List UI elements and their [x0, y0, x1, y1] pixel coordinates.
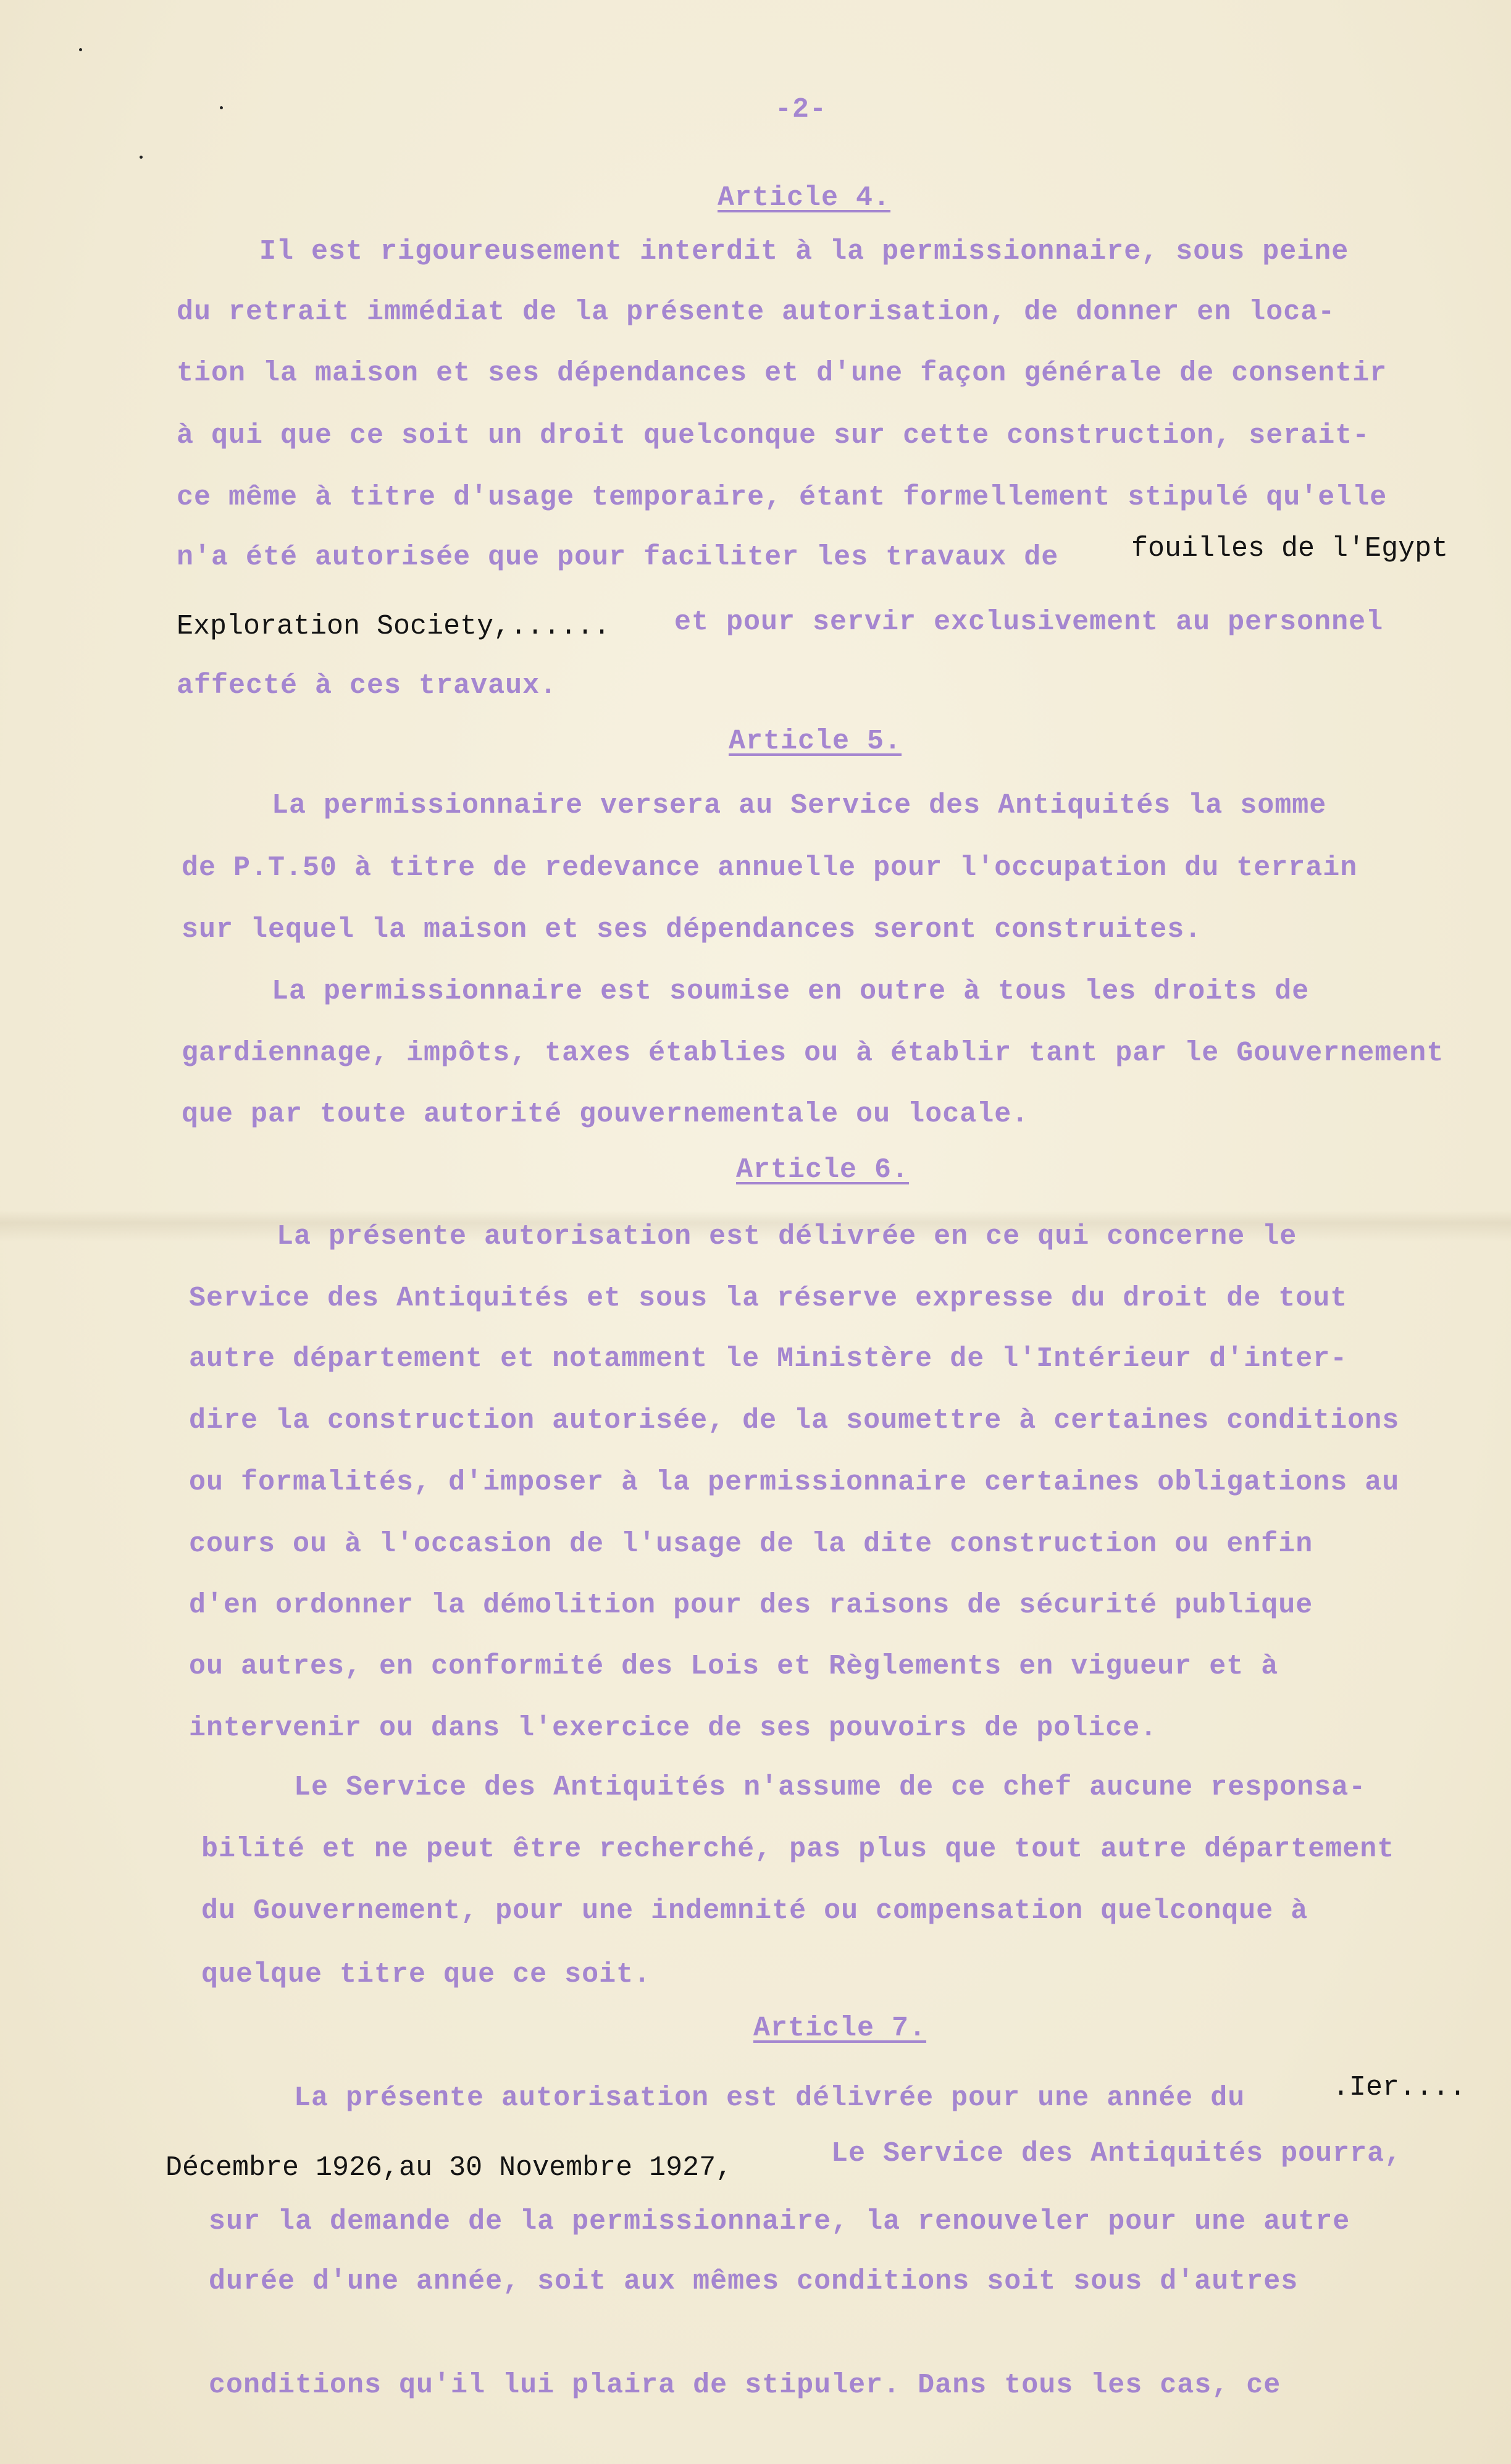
article-7-line: sur la demande de la permissionnaire, la renouveler pour une autre — [209, 2206, 1350, 2237]
article-5-line: sur lequel la maison et ses dépendances seront construites. — [182, 914, 1202, 945]
ink-speck — [79, 48, 82, 51]
article-4-line: n'a été autorisée que pour faciliter les travaux de — [177, 542, 1059, 573]
article-6-line: intervenir ou dans l'exercice de ses pouvoirs de police. — [189, 1712, 1158, 1744]
article-5-line: que par toute autorité gouvernementale ou locale. — [182, 1099, 1029, 1130]
article-7-line: conditions qu'il lui plaira de stipuler. Dans tous les cas, ce — [209, 2370, 1281, 2401]
article-5-line: La permissionnaire versera au Service des Antiquités la somme — [272, 790, 1327, 821]
article-5-line: gardiennage, impôts, taxes établies ou à établir tant par le Gouvernement — [182, 1037, 1444, 1069]
article-6-line: autre département et notamment le Ministère de l'Intérieur d'inter- — [189, 1343, 1348, 1375]
typed-fill-start-day: .Ier.... — [1333, 2072, 1467, 2103]
article-4-line: tion la maison et ses dépendances et d'une façon générale de consentir — [177, 358, 1388, 389]
ink-speck — [220, 106, 223, 109]
article-6-line: bilité et ne peut être recherché, pas plus que tout autre département — [201, 1833, 1395, 1865]
article-5-heading: Article 5. — [729, 726, 902, 757]
article-7-heading: Article 7. — [753, 2013, 927, 2044]
article-6-line: d'en ordonner la démolition pour des raisons de sécurité publique — [189, 1590, 1313, 1621]
article-5-line: La permissionnaire est soumise en outre à tous les droits de — [272, 976, 1310, 1007]
article-4-line: ce même à titre d'usage temporaire, étant formellement stipulé qu'elle — [177, 482, 1388, 513]
article-7-line: Le Service des Antiquités pourra, — [831, 2138, 1402, 2169]
article-7-line: La présente autorisation est délivrée pour une année du — [294, 2082, 1245, 2114]
article-6-line: ou formalités, d'imposer à la permissionnaire certaines obligations au — [189, 1467, 1400, 1498]
page-number: -2- — [775, 94, 827, 125]
article-6-line: cours ou à l'occasion de l'usage de la dite construction ou enfin — [189, 1528, 1313, 1560]
article-6-line: quelque titre que ce soit. — [201, 1959, 651, 1990]
article-4-line: du retrait immédiat de la présente autorisation, de donner en loca- — [177, 296, 1336, 328]
typed-fill-society: Exploration Society,...... — [177, 611, 611, 642]
ink-speck — [140, 156, 143, 159]
typed-fill-institution: fouilles de l'Egypt — [1131, 533, 1449, 564]
article-6-line: ou autres, en conformité des Lois et Règlements en vigueur et à — [189, 1651, 1279, 1682]
article-4-line: et pour servir exclusivement au personnel — [674, 606, 1384, 638]
article-6-line: dire la construction autorisée, de la soumettre à certaines conditions — [189, 1405, 1400, 1436]
article-6-line: du Gouvernement, pour une indemnité ou compensation quelconque à — [201, 1895, 1308, 1927]
article-6-line: Service des Antiquités et sous la réserve expresse du droit de tout — [189, 1283, 1348, 1314]
article-4-line: Il est rigoureusement interdit à la permissionnaire, sous peine — [259, 236, 1349, 267]
article-4-line: affecté à ces travaux. — [177, 670, 558, 702]
article-6-line: La présente autorisation est délivrée en ce qui concerne le — [277, 1221, 1297, 1252]
article-4-heading: Article 4. — [718, 182, 891, 214]
article-6-line: Le Service des Antiquités n'assume de ce chef aucune responsa- — [294, 1772, 1367, 1803]
article-7-line: durée d'une année, soit aux mêmes conditions soit sous d'autres — [209, 2266, 1299, 2297]
typed-fill-date-range: Décembre 1926,au 30 Novembre 1927, — [165, 2152, 733, 2184]
article-6-heading: Article 6. — [736, 1154, 910, 1186]
article-4-line: à qui que ce soit un droit quelconque sur cette construction, serait- — [177, 420, 1370, 451]
article-5-line: de P.T.50 à titre de redevance annuelle pour l'occupation du terrain — [182, 852, 1358, 884]
